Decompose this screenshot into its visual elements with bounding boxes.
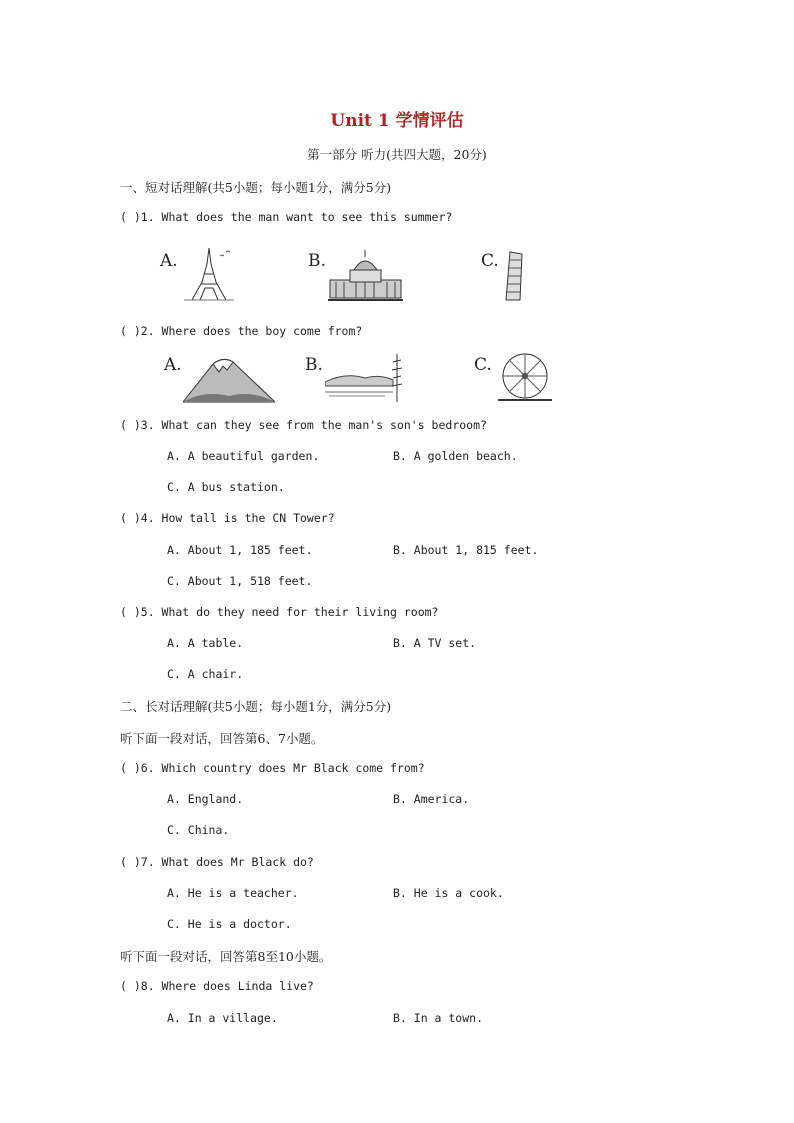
question-4: ( )4. How tall is the CN Tower?	[120, 511, 335, 525]
q3-option-c: C. A bus station.	[167, 480, 285, 494]
q6-option-b: B. America.	[393, 792, 470, 806]
q1-option-c-label: C.	[481, 251, 499, 271]
question-6: ( )6. Which country does Mr Black come from?	[120, 761, 425, 775]
q2-option-c-label: C.	[474, 355, 492, 375]
q5-option-c: C. A chair.	[167, 667, 244, 681]
question-2: ( )2. Where does the boy come from?	[120, 324, 363, 338]
q1-option-a-label: A.	[160, 251, 178, 271]
ferris-wheel-icon	[498, 352, 552, 404]
question-7: ( )7. What does Mr Black do?	[120, 855, 314, 869]
q8-option-b: B. In a town.	[393, 1011, 484, 1025]
q6-option-c: C. China.	[167, 823, 230, 837]
q7-option-b: B. He is a cook.	[393, 886, 504, 900]
question-1: ( )1. What does the man want to see this summer?	[120, 210, 453, 224]
q7-option-a: A. He is a teacher.	[167, 886, 299, 900]
q5-option-b: B. A TV set.	[393, 636, 477, 650]
question-8: ( )8. Where does Linda live?	[120, 979, 314, 993]
q4-option-b: B. About 1, 815 feet.	[393, 543, 539, 557]
mount-fuji-icon	[183, 350, 275, 404]
q6-option-a: A. England.	[167, 792, 244, 806]
capitol-building-icon	[328, 248, 403, 302]
question-5: ( )5. What do they need for their living room?	[120, 605, 439, 619]
page-title: Unit 1 学情评估	[330, 111, 464, 131]
lake-landscape-icon	[325, 352, 403, 404]
q5-option-a: A. A table.	[167, 636, 244, 650]
instruction-2: 听下面一段对话，回答第8至10小题。	[120, 949, 332, 964]
q7-option-c: C. He is a doctor.	[167, 917, 292, 931]
q3-option-a: A. A beautiful garden.	[167, 449, 320, 463]
q8-option-a: A. In a village.	[167, 1011, 278, 1025]
q4-option-c: C. About 1, 518 feet.	[167, 574, 313, 588]
section-2-heading: 二、长对话理解(共5小题；每小题1分，满分5分)	[120, 699, 392, 714]
q3-option-b: B. A golden beach.	[393, 449, 518, 463]
leaning-tower-of-pisa-icon	[500, 248, 528, 302]
eiffel-tower-icon	[180, 244, 238, 302]
q2-option-a-label: A.	[164, 355, 182, 375]
section-1-heading: 一、短对话理解(共5小题；每小题1分，满分5分)	[120, 180, 392, 195]
part-title: 第一部分 听力(共四大题，20分)	[307, 147, 487, 162]
q1-option-b-label: B.	[308, 251, 326, 271]
q2-option-b-label: B.	[305, 355, 323, 375]
instruction-1: 听下面一段对话，回答第6、7小题。	[120, 731, 324, 746]
question-3: ( )3. What can they see from the man's son's bedroom?	[120, 418, 487, 432]
q4-option-a: A. About 1, 185 feet.	[167, 543, 313, 557]
